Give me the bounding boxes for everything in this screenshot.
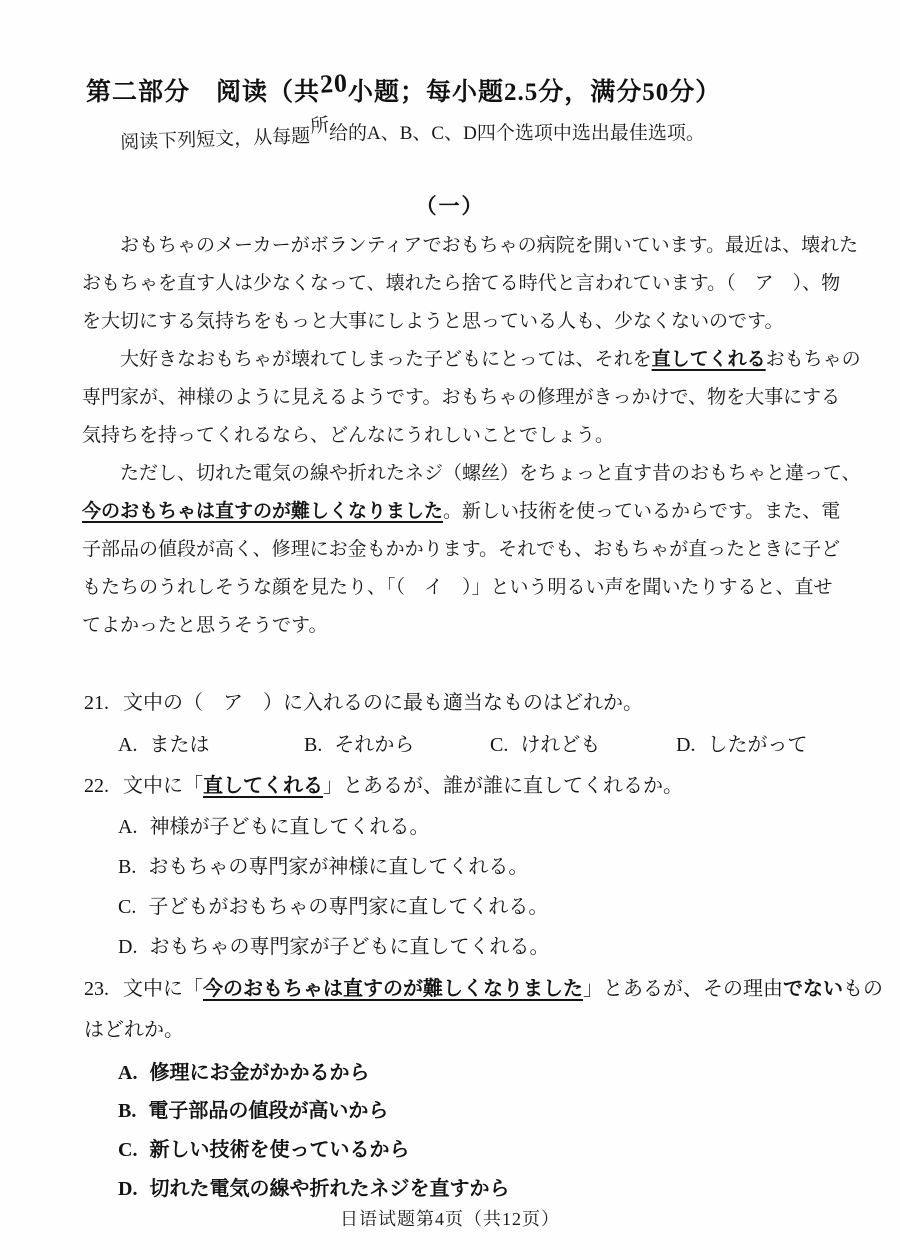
option-text: それから	[334, 734, 415, 756]
option-text: または	[149, 734, 210, 756]
question-23-option-a	[118, 1056, 369, 1085]
passage-line	[82, 341, 861, 379]
instruction-raised-char: 所	[309, 115, 331, 138]
option-label: B.	[118, 1100, 137, 1122]
question-21-option-c	[490, 728, 671, 757]
passage-line: おもちゃのメーカーがボランティアでおもちゃの病院を開いています。最近は、壊れた	[120, 235, 859, 256]
question-22-option-c	[118, 890, 548, 919]
question-22-number: 22.	[84, 775, 109, 797]
option-text: 電子部品の値段が高いから	[148, 1100, 389, 1122]
passage-line: もたちのうれしそうな顔を見たり、「（ イ ）」という明るい声を聞いたりすると、直せ	[82, 577, 833, 598]
question-21-option-b	[304, 728, 485, 757]
question-23-option-b	[118, 1094, 388, 1123]
passage-line: てよかったと思うそうです。	[82, 615, 328, 636]
question-22-option-d	[118, 930, 549, 959]
part-heading	[86, 68, 722, 108]
passage-line: 子部品の値段が高く、修理にお金もかかります。それでも、おもちゃが直ったときに子ど	[82, 539, 841, 560]
passage-line: おもちゃを直す人は少なくなって、壊れたら捨てる時代と言われています。（ ア ）、物	[82, 273, 841, 294]
question-22-stem	[84, 769, 683, 798]
option-label: A.	[118, 734, 138, 756]
option-label: C.	[118, 1139, 138, 1161]
instruction-rest: 给的A、B、C、D四个选项中选出最佳选项。	[329, 123, 705, 144]
instruction-start: 阅读下列短文，从每题	[119, 126, 311, 154]
passage-line	[82, 493, 841, 531]
option-label: A.	[118, 1062, 138, 1084]
part-heading-rest: 小题；每小题2.5分，满分50分）	[348, 79, 722, 106]
passage-text: おもちゃの	[765, 349, 861, 370]
passage-line: 専門家が、神様のように見えるようです。おもちゃの修理がきっかけで、物を大事にする	[82, 387, 841, 408]
question-23-text: 」とあるが、その理由	[583, 978, 783, 1000]
option-text: けれども	[520, 734, 601, 756]
option-label: B.	[118, 856, 137, 878]
question-23-text: 文中に「	[123, 978, 203, 1000]
option-label: D.	[676, 734, 696, 756]
question-23-number: 23.	[84, 978, 109, 1000]
question-21-stem	[84, 686, 643, 715]
passage-line: 気持ちを持ってくれるなら、どんなにうれしいことでしょう。	[82, 425, 615, 446]
underlined-phrase-ima-no-omocha: 今のおもちゃは直すのが難しくなりました	[82, 501, 444, 522]
option-label: B.	[304, 734, 323, 756]
question-23-option-d	[118, 1172, 509, 1201]
question-21-option-a	[118, 728, 299, 757]
underlined-phrase-naoshitekureru: 直してくれる	[651, 349, 766, 370]
passage-line: を大切にする気持ちをもっと大事にしようと思っている人も、少なくないのです。	[82, 311, 784, 332]
question-21-option-d	[676, 728, 807, 757]
option-label: A.	[118, 816, 138, 838]
question-21-options	[118, 728, 807, 757]
part-heading-number: 20	[319, 68, 349, 99]
question-22-text: 文中に「	[123, 775, 203, 797]
option-text: おもちゃの専門家が神様に直してくれる。	[148, 856, 529, 878]
option-text: 神様が子どもに直してくれる。	[149, 816, 430, 838]
passage-text: 大好きなおもちゃが壊れてしまった子どもにとっては、それを	[120, 349, 652, 370]
option-text: したがって	[707, 734, 808, 756]
option-label: C.	[490, 734, 509, 756]
question-22-option-b	[118, 850, 528, 879]
passage-line: ただし、切れた電気の線や折れたネジ（螺丝）をちょっと直す昔のおもちゃと違って、	[120, 463, 861, 484]
option-text: おもちゃの専門家が子どもに直してくれる。	[149, 936, 550, 958]
passage-text: 。新しい技術を使っているからです。また、電	[443, 501, 841, 522]
question-22-text: 」とあるが、誰が誰に直してくれるか。	[323, 775, 683, 797]
option-text: 子どもがおもちゃの専門家に直してくれる。	[148, 896, 549, 918]
option-text: 新しい技術を使っているから	[149, 1139, 410, 1161]
option-label: D.	[118, 1178, 138, 1200]
question-23-stem	[84, 972, 883, 1001]
question-23-option-c	[118, 1133, 409, 1162]
question-22-quoted-phrase: 直してくれる	[203, 775, 323, 797]
page-footer: 日语试题第4页（共12页）	[340, 1209, 560, 1229]
question-23-stem-line2: はどれか。	[84, 1019, 184, 1041]
section-marker: （一）	[415, 194, 485, 218]
question-23-negation-bold: でない	[783, 978, 843, 1000]
option-text: 切れた電気の線や折れたネジを直すから	[149, 1178, 510, 1200]
option-label: D.	[118, 936, 138, 958]
option-text: 修理にお金がかかるから	[149, 1062, 370, 1084]
question-21-number: 21.	[84, 692, 109, 714]
question-22-option-a	[118, 810, 429, 839]
reading-passage	[82, 227, 861, 645]
question-23-text: もの	[843, 978, 883, 1000]
instruction-line	[119, 115, 705, 154]
question-21-text: 文中の（ ア ）に入れるのに最も適当なものはどれか。	[123, 692, 643, 714]
part-heading-text: 第二部分 阅读（共	[86, 79, 321, 106]
option-label: C.	[118, 896, 137, 918]
question-23-quoted-phrase: 今のおもちゃは直すのが難しくなりました	[203, 978, 583, 1000]
